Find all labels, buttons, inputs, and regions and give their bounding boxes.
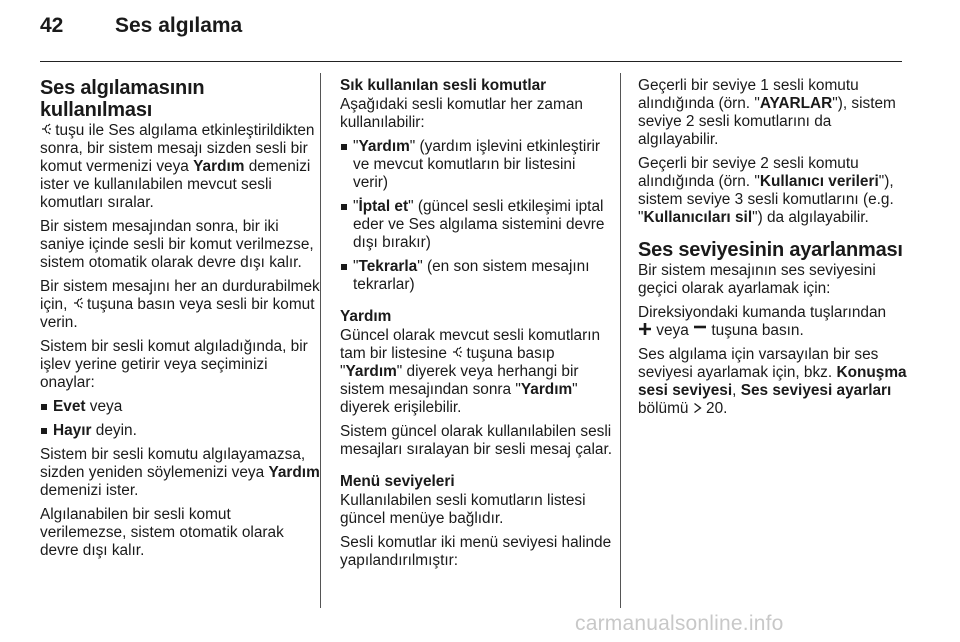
- page-number: 42: [40, 14, 64, 37]
- bullet-icon: [341, 204, 347, 210]
- page-reference-arrow-icon: [693, 402, 702, 414]
- column-2: [340, 77, 612, 576]
- paragraph: tuşu ile Ses algılama etkinleştirildikten sonra, bir sistem mesajı sizden sesli bir komut vermenizi veya Yardım demenizi ister ve kullanılabilen mevcut sesli komutları sıralar.: [40, 122, 315, 211]
- plus-icon: [638, 322, 652, 336]
- paragraph: Ses algılama için varsayılan bir ses seviyesi ayarlamak için, bkz. Konuşma sesi seviyesi, Ses seviyesi ayarları bölümü 20.: [638, 346, 907, 417]
- voice-control-icon: [40, 123, 51, 136]
- subheading: Sık kullanılan sesli komutlar: [340, 77, 547, 94]
- list-item: "Tekrarla" (en son sistem mesajını tekrarlar): [340, 258, 612, 294]
- column-3: [638, 77, 908, 424]
- paragraph: Bir sistem mesajını her an durdurabilmek için, tuşuna basın veya sesli bir komut verin.: [40, 278, 320, 331]
- paragraph: Geçerli bir seviye 1 sesli komutu alındığında (örn. "AYARLAR"), sistem seviye 2 sesli komutlarını da algılayabilir.: [638, 77, 896, 148]
- column-1: [40, 77, 320, 566]
- subheading: Yardım: [340, 308, 392, 325]
- bullet-icon: [341, 264, 347, 270]
- section-heading: Ses algılamasının kullanılması: [40, 77, 205, 121]
- watermark: carmanualsonline.info: [575, 612, 784, 635]
- paragraph: Sistem bir sesli komut algıladığında, bir işlev yerine getirir veya seçiminizi onaylar:: [40, 338, 308, 391]
- voice-control-icon: [451, 346, 462, 359]
- voice-control-icon: [72, 297, 83, 310]
- paragraph: Geçerli bir seviye 2 sesli komutu alındığında (örn. "Kullanıcı verileri"), sistem seviye 3 sesli komutlarını (e.g. "Kullanıcıları sil") da algılayabilir.: [638, 155, 894, 226]
- paragraph: Sistem bir sesli komutu algılayamazsa, sizden yeniden söylemenizi veya Yardım demenizi ister.: [40, 446, 320, 499]
- paragraph: Aşağıdaki sesli komutlar her zaman kullanılabilir:: [340, 96, 583, 131]
- bullet-icon: [41, 428, 47, 434]
- page-title: Ses algılama: [115, 14, 243, 37]
- paragraph: Bir sistem mesajından sonra, bir iki saniye içinde sesli bir komut verilmezse, sistem otomatik olarak devre dışı kalır.: [40, 218, 314, 271]
- paragraph: Güncel olarak mevcut sesli komutların tam bir listesine tuşuna basıp "Yardım" diyerek veya herhangi bir sistem mesajından sonra "Yardım" diyerek erişilebilir.: [340, 327, 601, 416]
- subheading: Menü seviyeleri: [340, 473, 455, 490]
- bullet-icon: [41, 404, 47, 410]
- list-item: Hayır deyin.: [40, 422, 320, 440]
- bullet-icon: [341, 144, 347, 150]
- list-item: Evet veya: [40, 398, 320, 416]
- paragraph: Sesli komutlar iki menü seviyesi halinde yapılandırılmıştır:: [340, 534, 612, 569]
- paragraph: Kullanılabilen sesli komutların listesi güncel menüye bağlıdır.: [340, 492, 586, 527]
- column-divider-2: [620, 73, 621, 608]
- header-rule: [40, 61, 902, 62]
- paragraph: Algılanabilen bir sesli komut verilemezse, sistem otomatik olarak devre dışı kalır.: [40, 506, 284, 559]
- paragraph: Bir sistem mesajının ses seviyesini geçici olarak ayarlamak için:: [638, 262, 876, 297]
- paragraph: Sistem güncel olarak kullanılabilen sesli mesajları sıralayan bir sesli mesaj çalar.: [340, 423, 612, 458]
- column-divider-1: [320, 73, 321, 608]
- list-item: "Yardım" (yardım işlevini etkinleştirir ve mevcut komutların bir listesini verir): [340, 138, 612, 192]
- minus-icon: [693, 322, 707, 336]
- list-item: "İptal et" (güncel sesli etkileşimi iptal eder ve Ses algılama sistemini devre dışı bırakır): [340, 198, 612, 252]
- paragraph: Direksiyondaki kumanda tuşlarından veya tuşuna basın.: [638, 304, 887, 339]
- section-heading: Ses seviyesinin ayarlanması: [638, 239, 903, 261]
